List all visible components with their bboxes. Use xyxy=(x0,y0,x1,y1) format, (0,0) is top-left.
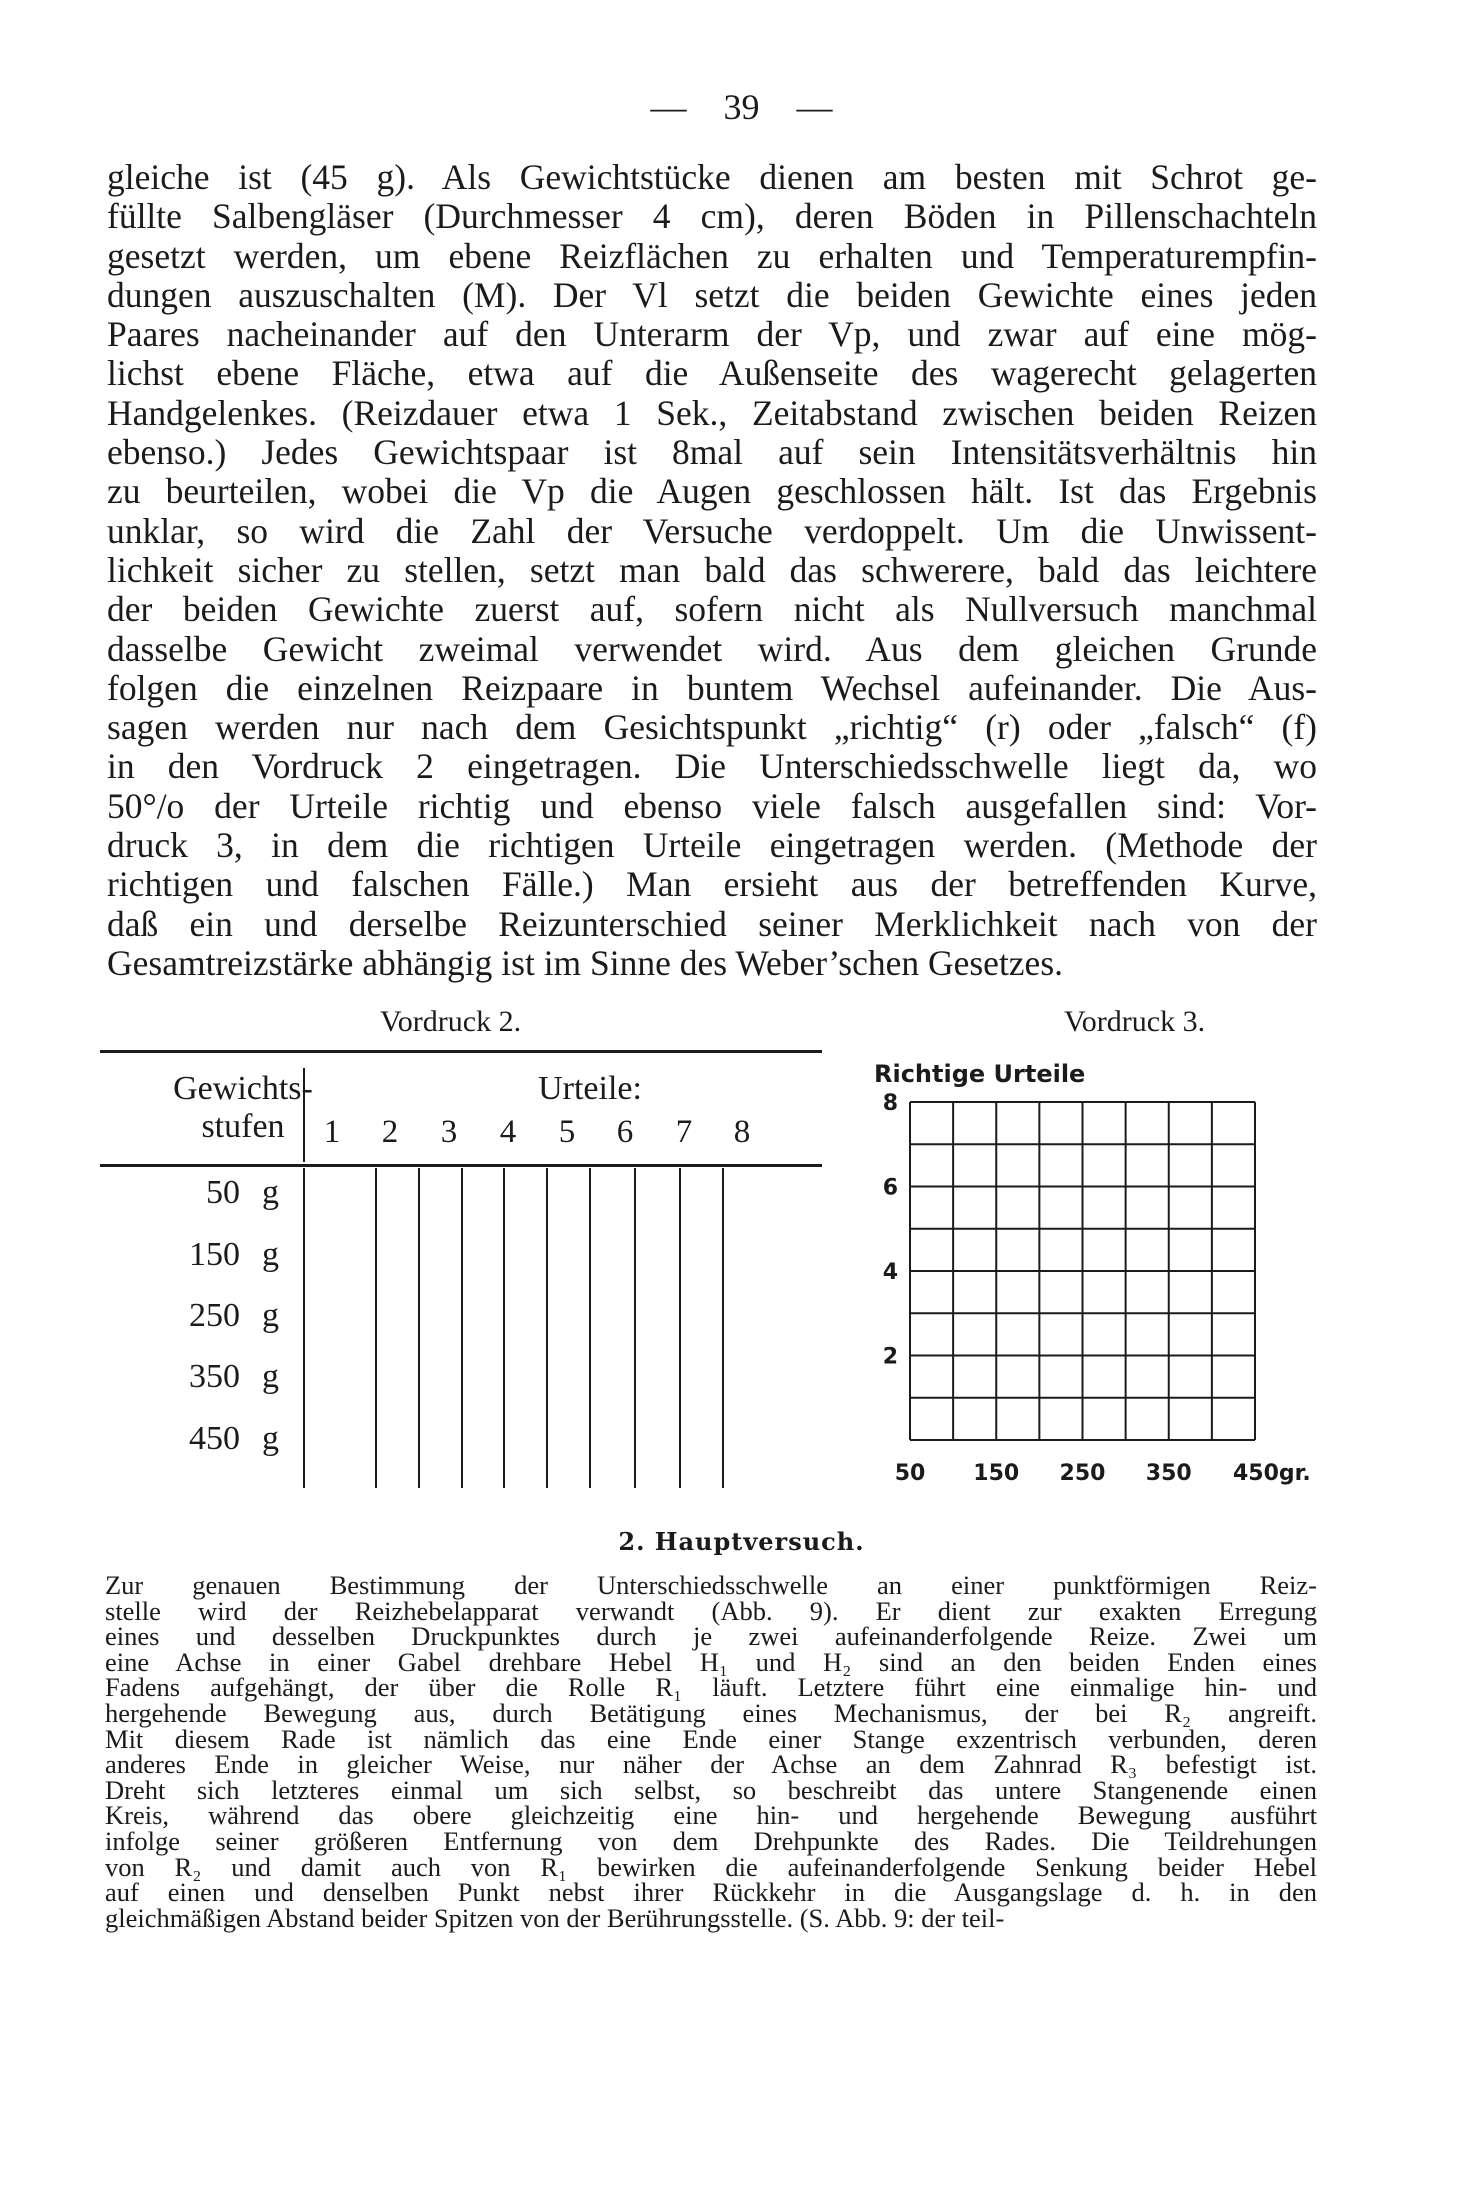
weight-unit: g xyxy=(262,1236,279,1273)
table-column-line xyxy=(303,1168,305,1488)
paragraph-1-line: unklar, so wird die Zahl der Versuche verdoppelt. Um die Unwissent- xyxy=(107,510,1317,551)
chart-x-tick-label: 350 xyxy=(1145,1461,1192,1486)
paragraph-1-line: Handgelenkes. (Reizdauer etwa 1 Sek., Zeitabstand zwischen beiden Reizen xyxy=(107,392,1317,433)
paragraph-2-line: auf einen und denselben Punkt nebst ihrer Rückkehr in die Ausgangslage d. h. in den xyxy=(105,1877,1317,1908)
table-row xyxy=(130,1297,350,1335)
chart-x-tick-label: 250 xyxy=(1059,1461,1106,1486)
paragraph-1-line: dasselbe Gewicht zweimal verwendet wird. Aus dem gleichen Grunde xyxy=(107,628,1317,669)
vordruck-2-table xyxy=(100,1050,822,1490)
chart-x-tick-label: 50 xyxy=(894,1461,926,1486)
table-row xyxy=(130,1358,350,1396)
table-column-line xyxy=(679,1168,681,1488)
table-column-line xyxy=(722,1168,724,1488)
table-column-header: 7 xyxy=(675,1114,693,1150)
paragraph-1-line: Paares nacheinander auf den Unterarm der Vp, und zwar auf eine mög- xyxy=(107,314,1317,355)
paragraph-1-line: folgen die einzelnen Reizpaare in buntem Wechsel aufeinander. Die Aus- xyxy=(107,667,1317,708)
table-row xyxy=(130,1420,350,1458)
chart-svg xyxy=(860,1050,1320,1490)
table-header-urteile: Urteile: xyxy=(538,1070,642,1107)
paragraph-2-line: Dreht sich letzteres einmal um sich selbst, so beschreibt das untere Stangenende einen xyxy=(105,1774,1317,1805)
paragraph-1-line: 50°/o der Urteile richtig und ebenso viele falsch ausgefallen sind: Vor- xyxy=(107,785,1317,826)
paragraph-2-line: stelle wird der Reizhebelapparat verwandt (Abb. 9). Er dient zur exakten Erregung xyxy=(105,1595,1317,1626)
page-number-value: 39 xyxy=(723,87,760,127)
table-column-header: 4 xyxy=(499,1114,517,1150)
table-header-weights-line1: Gewichts- xyxy=(173,1070,313,1107)
chart-y-tick-label: 8 xyxy=(882,1091,898,1116)
paragraph-2-line: eines und desselben Druckpunktes durch je zwei aufeinanderfolgende Reize. Zwei um xyxy=(105,1621,1317,1652)
weight-value: 350 xyxy=(189,1358,240,1395)
table-column-header: 6 xyxy=(616,1114,634,1150)
paragraph-2-line: von R₂ und damit auch von R₁ bewirken die aufeinanderfolgende Senkung beider Hebel xyxy=(105,1851,1317,1882)
paragraph-1-line: zu beurteilen, wobei die Vp die Augen geschlossen hält. Ist das Ergebnis xyxy=(107,471,1317,512)
paragraph-1-line: gleiche ist (45 g). Als Gewichtstücke dienen am besten mit Schrot ge- xyxy=(107,157,1317,197)
paragraph-2-line: Fadens aufgehängt, der über die Rolle R₁ läuft. Letztere führt eine einmalige hin- und xyxy=(105,1672,1317,1703)
chart-x-tick-label: 150 xyxy=(973,1461,1020,1486)
table-column-line xyxy=(461,1168,463,1488)
weight-unit: g xyxy=(262,1297,279,1334)
table-column-line xyxy=(546,1168,548,1488)
paragraph-2-line: hergehende Bewegung aus, durch Betätigung eines Mechanismus, der bei R₂ angreift. xyxy=(105,1697,1317,1728)
paragraph-1-line: in den Vordruck 2 eingetragen. Die Unterschiedsschwelle liegt da, wo xyxy=(107,746,1317,787)
paragraph-2-line: infolge seiner größeren Entfernung von dem Drehpunkte des Rades. Die Teildrehungen xyxy=(105,1825,1317,1856)
vordruck-2-caption: Vordruck 2. xyxy=(380,1005,522,1038)
chart-x-tick-label: 450gr. xyxy=(1233,1461,1311,1486)
table-column-header: 5 xyxy=(558,1114,576,1150)
paragraph-2-line: Mit diesem Rade ist nämlich das eine Ende einer Stange exzentrisch verbunden, deren xyxy=(105,1723,1317,1754)
paragraph-1-line: gesetzt werden, um ebene Reizflächen zu erhalten und Temperaturempfin- xyxy=(107,235,1317,276)
paragraph-2-line: eine Achse in einer Gabel drehbare Hebel H₁ und H₂ sind an den beiden Enden eines xyxy=(105,1646,1317,1677)
table-column-header: 8 xyxy=(733,1114,751,1150)
table-column-header: 2 xyxy=(381,1114,399,1150)
table-column-line xyxy=(418,1168,420,1488)
table-column-header: 3 xyxy=(440,1114,458,1150)
paragraph-2-line: anderes Ende in gleicher Weise, nur näher der Achse an dem Zahnrad R₃ befestigt ist. xyxy=(105,1749,1317,1780)
page-number xyxy=(0,86,1483,128)
chart-title: Richtige Urteile xyxy=(874,1060,1086,1088)
paragraph-1-line: dungen auszuschalten (M). Der Vl setzt die beiden Gewichte eines jeden xyxy=(107,274,1317,315)
paragraph-1-line: daß ein und derselbe Reizunterschied seiner Merklichkeit nach von der xyxy=(107,903,1317,944)
paragraph-2-line: Kreis, während das obere gleichzeitig eine hin- und hergehende Bewegung ausführt xyxy=(105,1800,1317,1831)
paragraph-1-line: der beiden Gewichte zuerst auf, sofern nicht als Nullversuch manchmal xyxy=(107,589,1317,630)
vordruck-3-caption: Vordruck 3. xyxy=(1064,1005,1206,1038)
paragraph-1-line: lichkeit sicher zu stellen, setzt man bald das schwerere, bald das leichtere xyxy=(107,549,1317,590)
chart-y-tick-label: 4 xyxy=(882,1260,898,1285)
table-row xyxy=(130,1174,350,1212)
paragraph-2-line: gleichmäßigen Abstand beider Spitzen von der Berührungsstelle. (S. Abb. 9: der teil- xyxy=(105,1902,1005,1933)
weight-value: 50 xyxy=(206,1174,240,1211)
chart-y-tick-label: 2 xyxy=(882,1344,898,1370)
chart-y-tick-label: 6 xyxy=(882,1175,898,1201)
table-row xyxy=(130,1236,350,1274)
paragraph-1-line: ebenso.) Jedes Gewichtspaar ist 8mal auf sein Intensitätsverhältnis hin xyxy=(107,432,1317,473)
weight-unit: g xyxy=(262,1420,279,1457)
paragraph-1-line: Gesamtreizstärke abhängig ist im Sinne des Weber’schen Gesetzes. xyxy=(107,942,1064,983)
table-column-line xyxy=(375,1168,377,1488)
vordruck-3-chart xyxy=(860,1050,1320,1490)
paragraph-1-line: lichst ebene Fläche, etwa auf die Außenseite des wagerecht gelagerten xyxy=(107,353,1317,394)
page-number-dash-right: — xyxy=(796,87,833,127)
weight-value: 250 xyxy=(189,1297,240,1334)
table-header-weights-line2: stufen xyxy=(201,1108,285,1145)
paragraph-1-line: sagen werden nur nach dem Gesichtspunkt „richtig“ (r) oder „falsch“ (f) xyxy=(107,707,1317,748)
paragraph-1 xyxy=(107,158,1317,983)
paragraph-1-line: füllte Salbengläser (Durchmesser 4 cm), deren Böden in Pillenschachteln xyxy=(107,196,1317,237)
table-header-rule xyxy=(100,1164,822,1167)
section-heading: 2. Hauptversuch. xyxy=(618,1527,865,1556)
table-column-line xyxy=(634,1168,636,1488)
weight-value: 450 xyxy=(189,1420,240,1457)
page-number-dash-left: — xyxy=(650,87,687,127)
paragraph-1-line: richtigen und falschen Fälle.) Man ersieht aus der betreffenden Kurve, xyxy=(107,864,1317,905)
paragraph-2-line: Zur genauen Bestimmung der Unterschiedsschwelle an einer punktförmigen Reiz- xyxy=(105,1570,1317,1600)
weight-value: 150 xyxy=(189,1236,240,1273)
weight-unit: g xyxy=(262,1358,279,1395)
paragraph-1-line: druck 3, in dem die richtigen Urteile eingetragen werden. (Methode der xyxy=(107,825,1317,866)
table-column-line xyxy=(503,1168,505,1488)
weight-unit: g xyxy=(262,1174,279,1211)
paragraph-2 xyxy=(105,1570,1317,1933)
table-column-line xyxy=(589,1168,591,1488)
table-top-rule xyxy=(100,1050,822,1053)
table-column-header: 1 xyxy=(323,1114,341,1150)
